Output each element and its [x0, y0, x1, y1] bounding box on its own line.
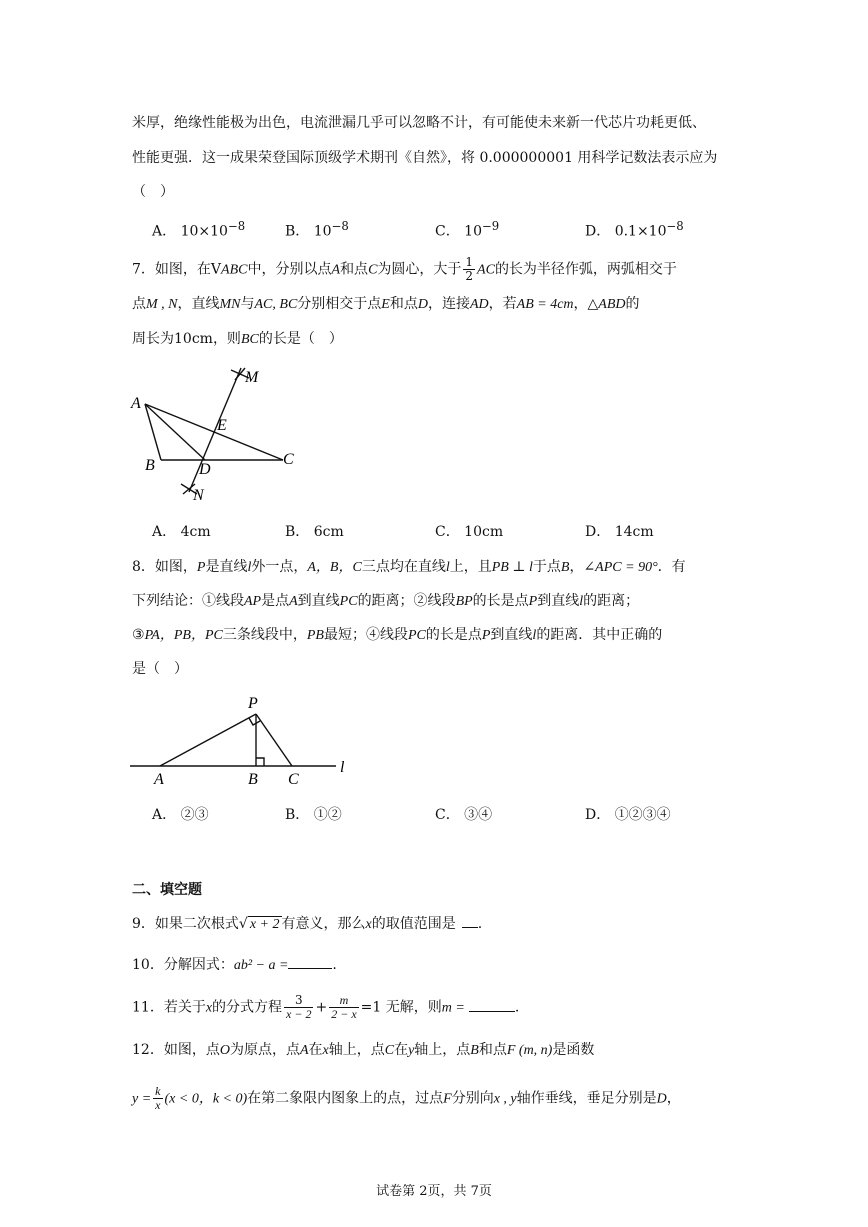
- q12-line-2: y = $\frac{k}{x}$ (x < 0，k < 0)在第二象限内图象上的点，过点F分别向x , y轴作垂线，垂足分别是D，: [132, 1084, 681, 1112]
- q8-option-c: C． ③④: [435, 807, 493, 823]
- page-footer: 试卷第 2页，共 7页: [376, 1184, 492, 1199]
- q8-line-1: 8．如图，P是直线l外一点，A，B，C三点均在直线l上，且PB ⊥ l于点B，∠APC = 90°．有: [132, 559, 686, 575]
- q11-answer-blank[interactable]: [469, 1011, 515, 1012]
- q9-answer-blank[interactable]: [462, 927, 478, 928]
- label-p: P: [248, 695, 258, 712]
- q6-line-1: 米厚，绝缘性能极为出色，电流泄漏几乎可以忽略不计，有可能使未来新一代芯片功耗更低、: [132, 115, 706, 131]
- q8-figure: [128, 690, 358, 790]
- q12-fraction: $\frac{k}{x}$: [155, 1084, 161, 1112]
- q11-fraction-1: $\frac{3}{x - 2}$: [286, 993, 312, 1021]
- q8-option-d: D． ①②③④: [585, 807, 671, 823]
- line-mn: [189, 368, 241, 492]
- q6-option-a: A． $10\times 10^{-8}$: [152, 219, 246, 240]
- label-c: C: [283, 451, 294, 468]
- q9-line: 9．如果二次根式√ x + 2 有意义，那么x的取值范围是 .: [132, 916, 483, 932]
- label-n: N: [193, 487, 204, 504]
- q8-line-3: ③PA，PB，PC三条线段中，PB最短；④线段PC的长是点P到直线l的距离．其中正确的: [132, 627, 663, 643]
- q6-option-d: D． $0.1\times 10^{-8}$: [585, 219, 684, 240]
- q7-fraction: $\frac{1}{2}$: [465, 255, 474, 283]
- q10-answer-blank[interactable]: [288, 968, 332, 969]
- q7-option-d: D． 14cm: [585, 524, 654, 540]
- q8-line-4: 是（ ）: [132, 661, 188, 677]
- segment-pa: [160, 714, 256, 766]
- right-angle-b: [256, 758, 264, 766]
- q10-line: 10．分解因式：ab² − a = .: [132, 957, 337, 973]
- label-m: M: [245, 369, 259, 386]
- right-angle-p: [249, 718, 260, 725]
- q11-line: 11．若关于x的分式方程 $\frac{3}{x - 2}$ + $\frac{m}{2 - x}$ =1 无解，则m = .: [132, 993, 520, 1021]
- q12-line-1: 12．如图，点O为原点，点A在x轴上，点C在y轴上，点B和点F (m, n)是函数: [132, 1042, 595, 1058]
- q7-line-2: 点M , N，直线MN与AC, BC分别相交于点E和点D，连接AD，若AB = 4cm，△ABD的: [132, 296, 640, 312]
- q11-fraction-2: $\frac{m}{2 - x}$: [331, 993, 357, 1021]
- label-e: E: [217, 417, 227, 434]
- segment-ad: [145, 404, 205, 460]
- q7-line-1: 7．如图，在VABC中，分别以点A和点C为圆心，大于 $\frac{1}{2}$ AC的长为半径作弧，两弧相交于: [132, 255, 677, 283]
- label-b: B: [145, 457, 155, 474]
- sqrt-sign: √: [238, 916, 248, 932]
- q7-line-3: 周长为10cm，则BC的长是（ ）: [132, 331, 343, 347]
- q6-paren: （ ）: [132, 184, 174, 200]
- q7-option-c: C． 10cm: [435, 524, 504, 540]
- q7-option-a: A． 4cm: [152, 524, 211, 540]
- section-title: 二、填空题: [132, 882, 202, 898]
- q8-line-2: 下列结论：①线段AP是点A到直线PC的距离；②线段BP的长是点P到直线l的距离；: [132, 593, 640, 609]
- label-a: A: [131, 395, 141, 412]
- label-d: D: [199, 461, 211, 478]
- label-c: C: [288, 771, 299, 788]
- q8-option-a: A． ②③: [152, 807, 209, 823]
- q7-figure: [125, 360, 315, 510]
- q6-option-b: B． $10^{-8}$: [285, 219, 349, 240]
- q7-option-b: B． 6cm: [285, 524, 344, 540]
- label-b: B: [248, 771, 258, 788]
- q6-option-c: C． $10^{-9}$: [435, 219, 500, 240]
- label-l: l: [340, 759, 345, 776]
- label-a: A: [154, 771, 164, 788]
- q6-line-2: 性能更强．这一成果荣登国际顶级学术期刊《自然》，将 0.000000001 用科学记数法表示应为: [132, 150, 718, 166]
- q8-option-b: B． ①②: [285, 807, 342, 823]
